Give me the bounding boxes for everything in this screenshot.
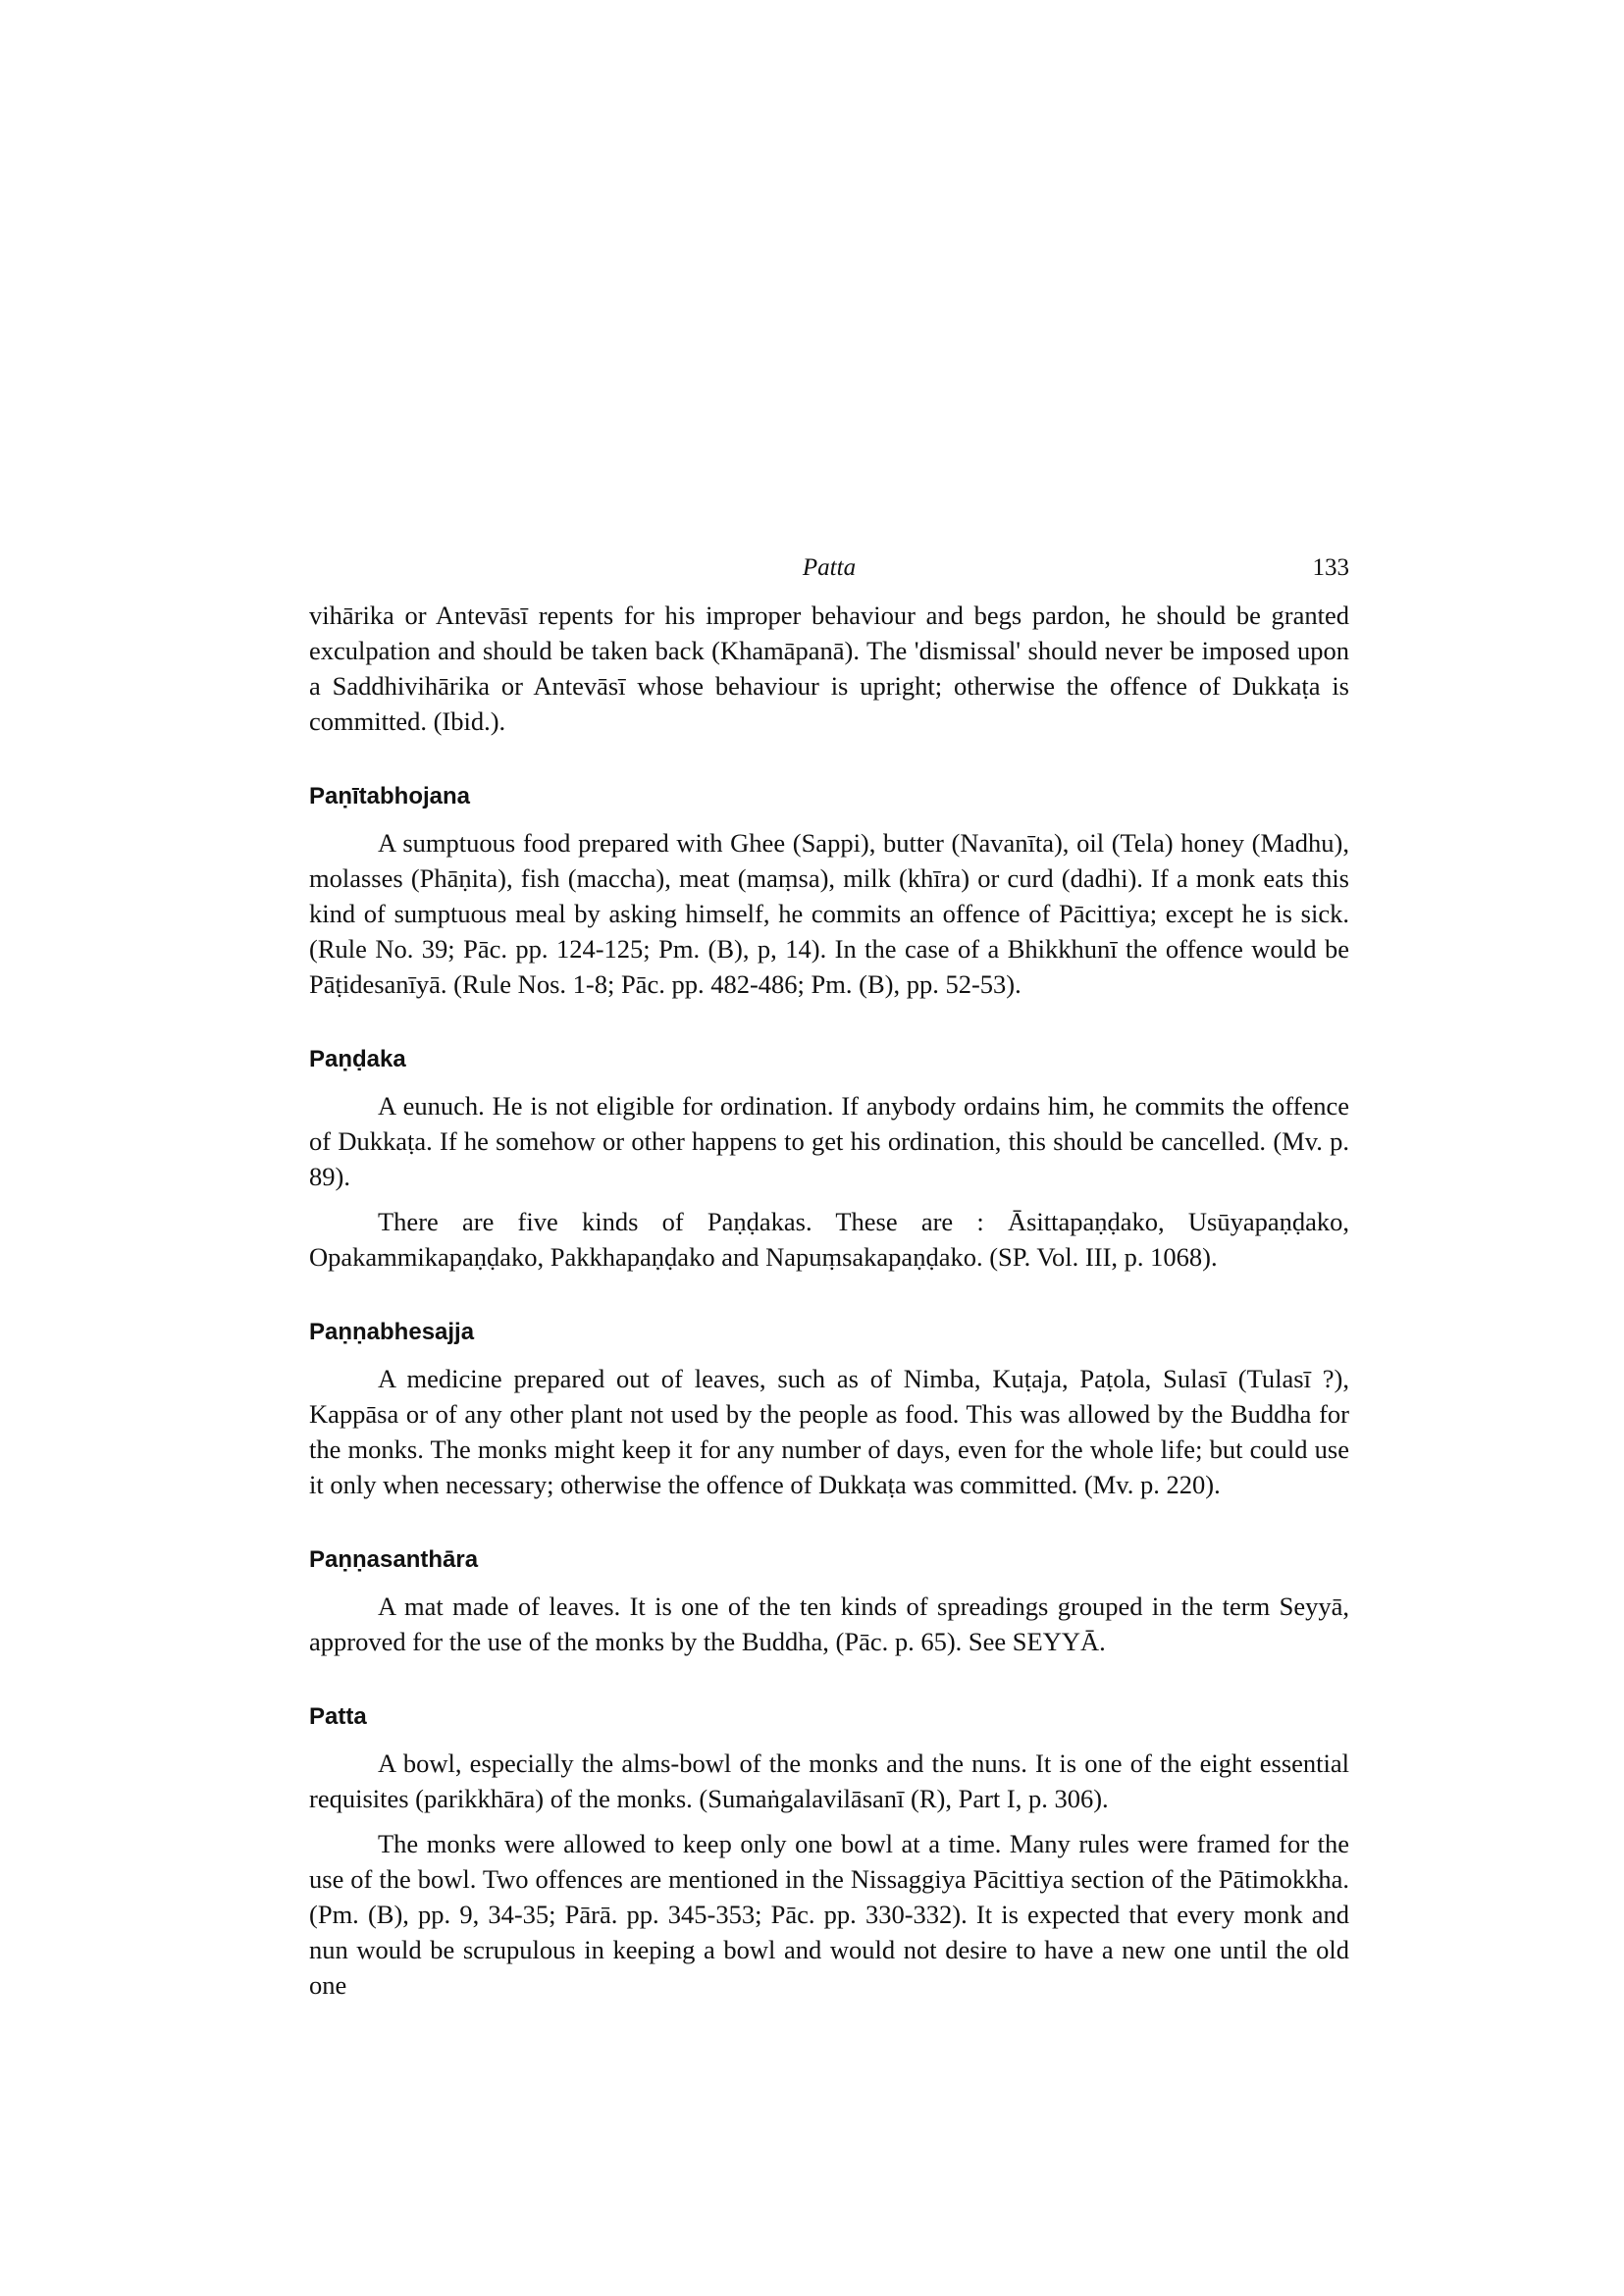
entry-pannasanthara xyxy=(309,1545,1349,1659)
entry-panitabhojana xyxy=(309,782,1349,1002)
entry-heading: Paṇṇasanthāra xyxy=(309,1546,479,1573)
entry-paragraph: A bowl, especially the alms-bowl of the monks and the nuns. It is one of the eight essential requisites (parikkhāra) of the monks. (Sumaṅgalavilāsanī (R), Part I, p. 306). xyxy=(309,1748,1349,1813)
entry-paragraph: A medicine prepared out of leaves, such as of Nimba, Kuṭaja, Paṭola, Sulasī (Tulasī ?), Kappāsa or of any other plant not used by the people as food. This was allowed by the Buddha for the monks. The monks might keep it for any number of days, even for the whole life; but could use it only when necessary; otherwise the offence of Dukkaṭa was committed. (Mv. p. 220). xyxy=(309,1364,1349,1499)
entry-paragraph: There are five kinds of Paṇḍakas. These are : Āsittapaṇḍako, Usūyapaṇḍako, Opakammikapaṇḍako, Pakkhapaṇḍako and Napuṃsakapaṇḍako. (SP. Vol. III, p. 1068). xyxy=(309,1207,1349,1272)
entry-heading: Paṇṇabhesajja xyxy=(309,1319,475,1345)
entry-patta xyxy=(309,1702,1349,2003)
continued-paragraph: vihārika or Antevāsī repents for his improper behaviour and begs pardon, he should be granted exculpation and should be taken back (Khamāpanā). The 'dismissal' should never be imposed upon a Saddhivihārika or Antevāsī whose behaviour is upright; otherwise the offence of Dukkaṭa is committed. (Ibid.). xyxy=(309,600,1349,736)
entry-paragraph: A mat made of leaves. It is one of the ten kinds of spreadings grouped in the term Seyyā, approved for the use of the monks by the Buddha, (Pāc. p. 65). See SEYYĀ. xyxy=(309,1592,1349,1656)
page-number: 133 xyxy=(1312,554,1349,581)
entry-heading: Paṇītabhojana xyxy=(309,783,471,809)
entry-paragraph: The monks were allowed to keep only one bowl at a time. Many rules were framed for the use of the bowl. Two offences are mentioned in the Nissaggiya Pācittiya section of the Pātimokkha. (Pm. (B), pp. 9, 34-35; Pārā. pp. 345-353; Pāc. pp. 330-332). It is expected that every monk and nun would be scrupulous in keeping a bowl and would not desire to have a new one until the old one xyxy=(309,1829,1349,2000)
entry-pannabhesajja xyxy=(309,1318,1349,1502)
running-head xyxy=(309,554,1349,598)
entry-pandaka xyxy=(309,1045,1349,1275)
entry-paragraph: A sumptuous food prepared with Ghee (Sappi), butter (Navanīta), oil (Tela) honey (Madhu), molasses (Phāṇita), fish (maccha), meat (maṃsa), milk (khīra) or curd (dadhi). If a monk eats this kind of sumptuous meal by asking himself, he commits an offence of Pācittiya; except he is sick. (Rule No. 39; Pāc. pp. 124-125; Pm. (B), p, 14). In the case of a Bhikkhunī the offence would be Pāṭidesanīyā. (Rule Nos. 1-8; Pāc. pp. 482-486; Pm. (B), pp. 52-53). xyxy=(309,828,1349,999)
page xyxy=(309,554,1349,2003)
entry-heading: Patta xyxy=(309,1703,367,1730)
running-head-title: Patta xyxy=(802,554,857,581)
entry-paragraph: A eunuch. He is not eligible for ordination. If anybody ordains him, he commits the offence of Dukkaṭa. If he somehow or other happens to get his ordination, this should be cancelled. (Mv. p. 89). xyxy=(309,1091,1349,1191)
entry-heading: Paṇḍaka xyxy=(309,1046,406,1072)
